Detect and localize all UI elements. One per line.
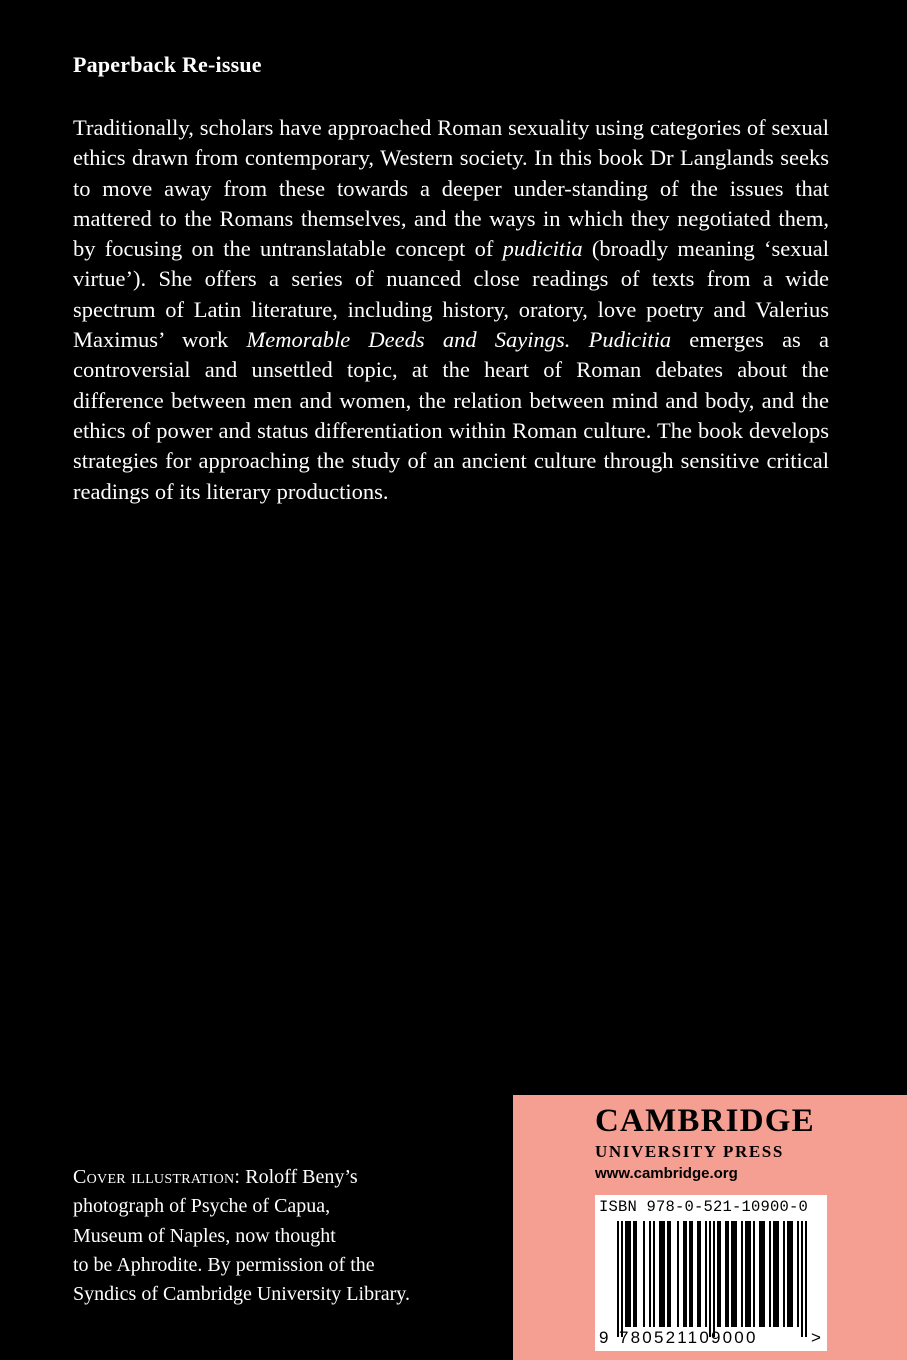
description-line-2-part-1: of sexual ethics drawn from contemporary, Western society. In this book: [73, 115, 829, 171]
barcode-first-digit: 9: [599, 1328, 609, 1347]
barcode-bar: [667, 1221, 671, 1327]
barcode-bar: [617, 1221, 619, 1337]
description-line-3-part-1: Dr Langlands seeks to move away from these towards a deeper under-: [73, 145, 829, 201]
description-line-7-part-1: nuanced close readings of texts from a wide spectrum of Latin literature,: [73, 266, 829, 322]
description-line-10-part-1: unsettled topic, at the heart of Roman debates about the difference: [73, 357, 829, 413]
barcode-bar: [741, 1221, 743, 1327]
barcode-bar: [769, 1221, 771, 1327]
barcode-bar: [643, 1221, 645, 1327]
description-line-13-part-1: develops strategies for approaching the study of an ancient culture: [73, 417, 830, 474]
barcode-bar: [709, 1221, 711, 1337]
barcode-bar: [731, 1221, 737, 1327]
barcode-bar: [725, 1221, 729, 1327]
caption-line-1: [73, 1163, 493, 1192]
description-line-9-part-2: emerges as a controversial and: [73, 327, 829, 383]
description-line-9-part-1: Memorable Deeds and Sayings. Pudicitia: [246, 327, 672, 353]
description-line-6-part-3: (broadly meaning ‘sexual virtue’). She offers a series of: [73, 236, 830, 292]
section-heading: Paperback Re-issue: [73, 52, 262, 77]
barcode-bar: [659, 1221, 665, 1327]
publisher-logo-name: CAMBRIDGE: [595, 1103, 815, 1139]
caption-line-4: to be Aphrodite. By permission of the: [73, 1253, 375, 1276]
description-line-1-part-1: Traditionally, scholars have approached Roman sexuality using categories: [73, 115, 742, 140]
barcode-bar: [683, 1221, 687, 1327]
caption-line-5: Syndics of Cambridge University Library.: [73, 1283, 410, 1306]
barcode-bar: [633, 1221, 637, 1327]
barcode-bar: [797, 1221, 799, 1327]
isbn-label: ISBN 978-0-521-10900-0: [599, 1198, 809, 1216]
barcode-bar: [697, 1221, 701, 1327]
barcode-bar: [759, 1221, 765, 1327]
barcode-quiet-zone-arrow: >: [811, 1328, 821, 1347]
publisher-panel: [513, 1095, 907, 1360]
barcode-number: 780521109000: [619, 1328, 758, 1347]
barcode-bar: [705, 1221, 707, 1327]
publisher-logo-subname: UNIVERSITY PRESS: [595, 1142, 784, 1161]
description-line-14-part-1: through sensitive critical readings of its literary productions.: [73, 448, 830, 504]
cover-illustration-caption: [73, 1163, 493, 1309]
barcode-bar: [689, 1221, 693, 1327]
barcode-bar: [773, 1221, 779, 1327]
description-line-6-part-1: concept of: [395, 236, 503, 262]
barcode-bar: [677, 1221, 679, 1327]
barcode-bar: [625, 1221, 631, 1327]
caption-line-1-text: Roloff Beny’s: [240, 1166, 358, 1188]
barcode-bar: [717, 1221, 721, 1327]
publisher-url[interactable]: www.cambridge.org: [595, 1165, 738, 1182]
description-line-11-part-1: between men and women, the relation between mind and body, and the: [171, 387, 829, 413]
barcode-bar: [653, 1221, 655, 1327]
description-line-8-part-1: including history, oratory, love poetry and Valerius Maximus’ work: [73, 296, 829, 353]
barcode-bar: [745, 1221, 751, 1327]
barcode-bar: [783, 1221, 785, 1327]
barcode-bar: [753, 1221, 755, 1327]
barcode-bar: [621, 1221, 623, 1337]
caption-line-3: Museum of Naples, now thought: [73, 1224, 336, 1247]
barcode-bar: [787, 1221, 793, 1327]
barcode-bar: [649, 1221, 651, 1327]
description-line-12-part-1: ethics of power and status differentiation within Roman culture. The book: [73, 417, 743, 443]
description-line-5-part-1: ways in which they negotiated them, by focusing on the untranslatable: [73, 205, 830, 262]
barcode-bar: [805, 1221, 807, 1337]
description-line-6-part-2: pudicitia: [502, 236, 583, 262]
caption-line-2: photograph of Psyche of Capua,: [73, 1195, 331, 1218]
barcode-bar: [801, 1221, 803, 1337]
barcode-box: [595, 1195, 827, 1351]
book-description: [73, 113, 829, 507]
caption-lead: Cover illustration:: [73, 1166, 241, 1188]
description-line-4-part-1: standing of the issues that mattered to the Romans themselves, and the: [73, 175, 829, 231]
barcode-bar: [713, 1221, 715, 1337]
